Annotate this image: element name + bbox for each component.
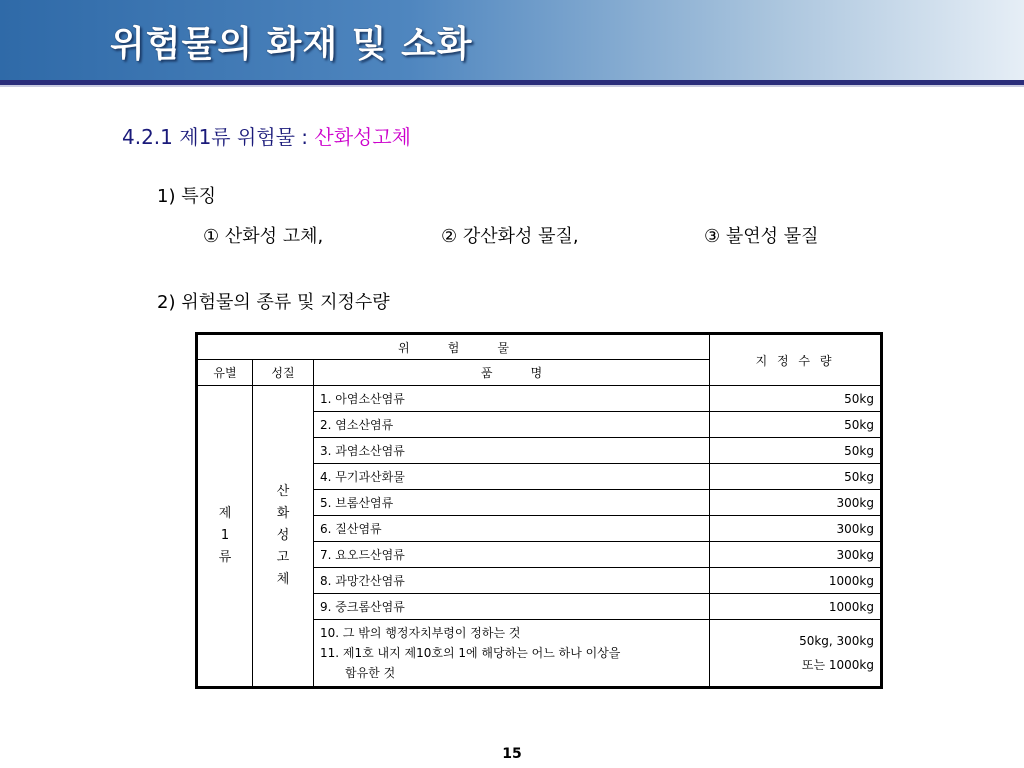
quantity-line: 또는 1000kg (801, 658, 874, 672)
property-char: 성 (276, 528, 290, 543)
quantity-cell: 50kg (710, 412, 882, 438)
class-char: 류 (218, 550, 232, 565)
property-cell (253, 386, 314, 688)
property-char: 화 (276, 506, 290, 521)
item-cell: 9. 중크롬산염류 (314, 594, 710, 620)
hazard-table (195, 332, 883, 689)
header-class: 유별 (197, 360, 253, 386)
heading-accent: 산화성고체 (314, 125, 411, 149)
item-line: 10. 그 밖의 행정자치부령이 정하는 것 (320, 626, 521, 640)
header-item: 품 명 (314, 360, 710, 386)
item-cell-multiline (314, 620, 710, 688)
quantity-cell: 50kg (710, 464, 882, 490)
item-cell: 4. 무기과산화물 (314, 464, 710, 490)
item-cell: 2. 염소산염류 (314, 412, 710, 438)
item-cell: 5. 브롬산염류 (314, 490, 710, 516)
slide-title: 위험물의 화재 및 소화 (110, 23, 473, 65)
table-row (197, 386, 882, 412)
page-number: 15 (502, 746, 522, 762)
quantity-cell: 300kg (710, 490, 882, 516)
header-quantity: 지 정 수 량 (710, 334, 882, 386)
item-line: 11. 제1호 내지 제10호의 1에 해당하는 어느 하나 이상을 (320, 646, 621, 660)
feature-item: ② 강산화성 물질, (441, 226, 579, 247)
class-char: 제 (218, 506, 232, 521)
features-heading: 1) 특징 (157, 186, 216, 207)
item-line: 함유한 것 (345, 666, 396, 680)
feature-item: ③ 불연성 물질 (704, 226, 819, 247)
header-hazard: 위 험 물 (197, 334, 710, 360)
table-heading: 2) 위험물의 종류 및 지정수량 (157, 292, 390, 313)
quantity-cell: 300kg (710, 516, 882, 542)
property-char: 체 (276, 572, 290, 587)
class-char: 1 (220, 528, 230, 543)
item-cell: 3. 과염소산염류 (314, 438, 710, 464)
quantity-cell: 1000kg (710, 568, 882, 594)
quantity-line: 50kg, 300kg (799, 634, 874, 648)
property-char: 산 (276, 484, 290, 499)
section-heading (122, 121, 411, 150)
heading-label: 4.2.1 제1류 위험물 : (122, 125, 309, 149)
feature-item: ① 산화성 고체, (203, 226, 324, 247)
title-divider-shadow (0, 85, 1024, 87)
property-char: 고 (276, 550, 290, 565)
item-cell: 6. 질산염류 (314, 516, 710, 542)
item-cell: 8. 과망간산염류 (314, 568, 710, 594)
quantity-cell-multiline (710, 620, 882, 688)
quantity-cell: 1000kg (710, 594, 882, 620)
header-property: 성질 (253, 360, 314, 386)
class-cell (197, 386, 253, 688)
quantity-cell: 50kg (710, 438, 882, 464)
quantity-cell: 300kg (710, 542, 882, 568)
item-cell: 1. 아염소산염류 (314, 386, 710, 412)
item-cell: 7. 요오드산염류 (314, 542, 710, 568)
quantity-cell: 50kg (710, 386, 882, 412)
table-header-row (197, 334, 882, 360)
features-list (203, 222, 819, 248)
